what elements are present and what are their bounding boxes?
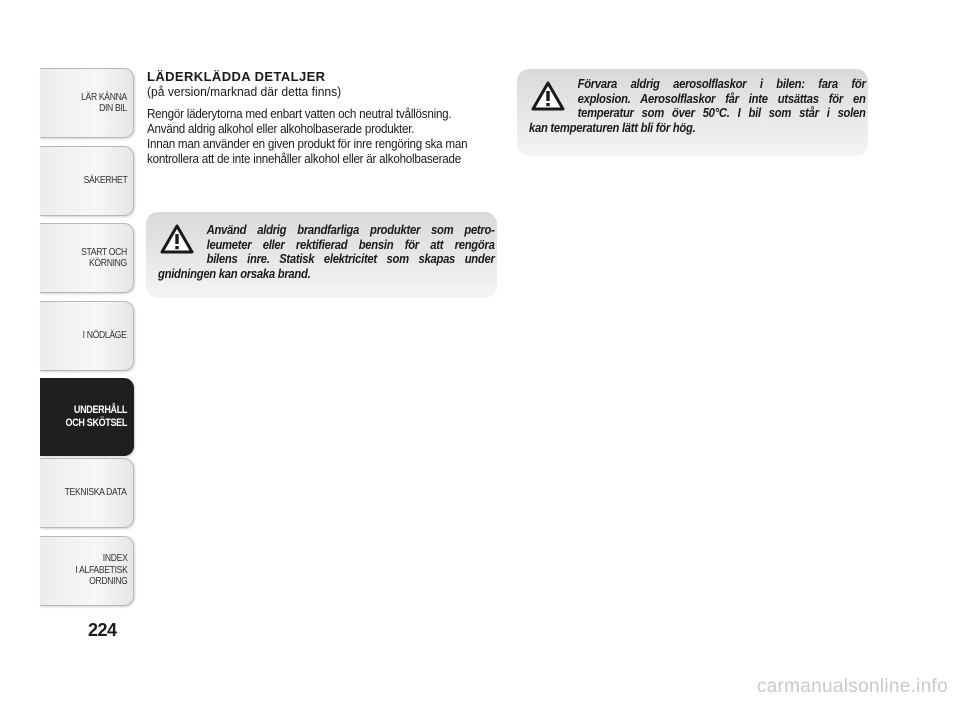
section-heading: LÄDERKLÄDDA DETALJER bbox=[147, 69, 326, 84]
paragraph-line: Använd aldrig alkohol eller alkoholbaserade produkter. bbox=[147, 122, 415, 136]
warning-line: Använd aldrig brandfarliga produkter som petro- bbox=[206, 223, 495, 237]
tab-index-alfabetisk-ordning[interactable] bbox=[40, 536, 134, 606]
page-number: 224 bbox=[88, 620, 117, 640]
tab-label: START OCH KÖRNING bbox=[81, 245, 127, 269]
watermark: carmanualsonline.info bbox=[756, 676, 948, 697]
warning-line: temperatur som över 50°C. I bil som står i solen bbox=[577, 106, 866, 120]
warning-line: Förvara aldrig aerosolflaskor i bilen: fara för bbox=[577, 77, 866, 91]
tab-label: LÄR KÄNNA DIN BIL bbox=[81, 90, 127, 114]
chapter-tabs bbox=[40, 68, 134, 613]
warning-box-aerosol bbox=[517, 69, 868, 156]
section-body bbox=[147, 107, 497, 167]
warning-text bbox=[158, 223, 495, 281]
tab-i-nodlage[interactable] bbox=[40, 301, 134, 371]
tab-label: TEKNISKA DATA bbox=[65, 486, 127, 499]
tab-tekniska-data[interactable] bbox=[40, 458, 134, 528]
warning-line: explosion. Aerosolflaskor får inte utsättas för en bbox=[577, 91, 866, 106]
leather-section bbox=[147, 69, 497, 167]
section-subheading: (på version/marknad där detta finns) bbox=[147, 84, 342, 99]
warning-line: kan temperaturen lätt bli för hög. bbox=[529, 120, 696, 135]
warning-box-flammable bbox=[146, 212, 497, 298]
paragraph-line: kontrollera att de inte innehåller alkohol eller är alkoholbaserade bbox=[147, 152, 462, 166]
paragraph-line: Rengör läderytorna med enbart vatten och neutral tvållösning. bbox=[147, 107, 452, 121]
tab-start-och-korning[interactable] bbox=[40, 223, 134, 293]
tab-sakerhet[interactable] bbox=[40, 146, 134, 216]
warning-line: gnidningen kan orsaka brand. bbox=[158, 266, 311, 281]
tab-label: SÄKERHET bbox=[83, 173, 127, 186]
tab-lar-kanna-din-bil[interactable] bbox=[40, 68, 134, 138]
tab-label: INDEX I ALFABETISK ORDNING bbox=[74, 552, 127, 588]
tab-label: I NÖDLÄGE bbox=[83, 328, 127, 341]
warning-text bbox=[529, 77, 866, 135]
warning-line: leumeter eller rektifierad bensin för att rengöra bbox=[206, 237, 495, 252]
tab-underhall-och-skotsel[interactable] bbox=[40, 378, 134, 456]
warning-line: bilens inre. Statisk elektricitet som skapas under bbox=[206, 252, 495, 266]
paragraph-line: Innan man använder en given produkt för inre rengöring ska man bbox=[147, 137, 468, 151]
tab-label: UNDERHÅLL OCH SKÖTSEL bbox=[65, 404, 127, 429]
